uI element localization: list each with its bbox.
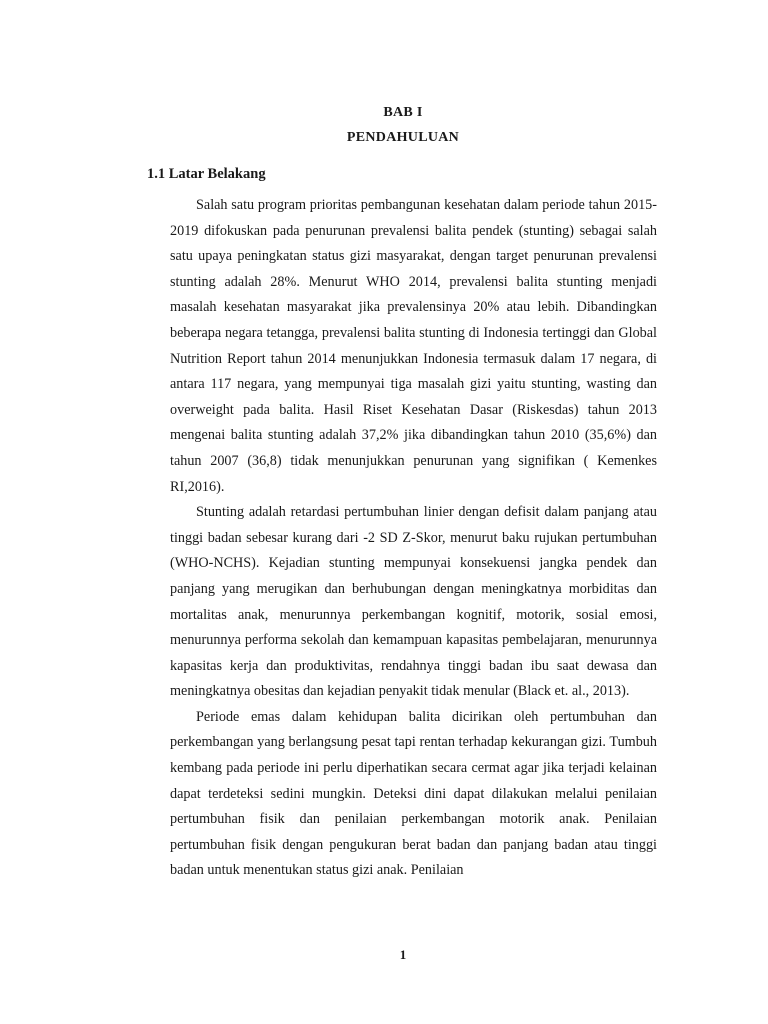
body-text xyxy=(170,193,657,884)
page-number: 1 xyxy=(399,947,407,962)
section-heading: 1.1 Latar Belakang xyxy=(147,166,266,182)
paragraph: Stunting adalah retardasi pertumbuhan linier dengan defisit dalam panjang atau tinggi badan sebesar kurang dari -2 SD Z-Skor, menurut baku rujukan pertumbuhan (WHO-NCHS). Kejadian stunting mempunyai konsekuensi jangka pendek dan panjang yang merugikan dan berhubungan dengan meningkatnya morbiditas dan mortalitas anak, menurunnya perkembangan kognitif, motorik, sosial emosi, menurunnya performa sekolah dan kemampuan kapasitas pembelajaran, menurunnya kapasitas kerja dan produktivitas, rendahnya tinggi badan ibu saat dewasa dan meningkatnya obesitas dan kejadian penyakit tidak menular (Black et. al., 2013). xyxy=(170,504,657,700)
paragraph: Salah satu program prioritas pembangunan kesehatan dalam periode tahun 2015-2019 difokuskan pada penurunan prevalensi balita pendek (stunting) sebagai salah satu upaya peningkatan status gizi masyarakat, dengan target penurunan prevalensi stunting adalah 28%. Menurut WHO 2014, prevalensi balita stunting menjadi masalah kesehatan masyarakat jika prevalensinya 20% atau lebih. Dibandingkan beberapa negara tetangga, prevalensi balita stunting di Indonesia tertinggi dan Global Nutrition Report tahun 2014 menunjukkan Indonesia termasuk dalam 17 negara, di antara 117 negara, yang mempunyai tiga masalah gizi yaitu stunting, wasting dan overweight pada balita. Hasil Riset Kesehatan Dasar (Riskesdas) tahun 2013 mengenai balita stunting adalah 37,2% jika dibandingkan tahun 2010 (35,6%) dan tahun 2007 (36,8) tidak menunjukkan penurunan yang signifikan ( Kemenkes RI,2016). xyxy=(170,197,657,495)
chapter-number: BAB I xyxy=(383,105,423,120)
chapter-title: PENDAHULUAN xyxy=(346,130,460,145)
paragraph: Periode emas dalam kehidupan balita dicirikan oleh pertumbuhan dan perkembangan yang berlangsung pesat tapi rentan terhadap kekurangan gizi. Tumbuh kembang pada periode ini perlu diperhatikan secara cermat agar jika terjadi kelainan dapat terdeteksi sedini mungkin. Deteksi dini dapat dilakukan melalui penilaian pertumbuhan fisik dan penilaian perkembangan motorik anak. Penilaian pertumbuhan fisik dengan pengukuran berat badan dan panjang badan atau tinggi badan untuk menentukan status gizi anak. Penilaian xyxy=(170,708,657,879)
